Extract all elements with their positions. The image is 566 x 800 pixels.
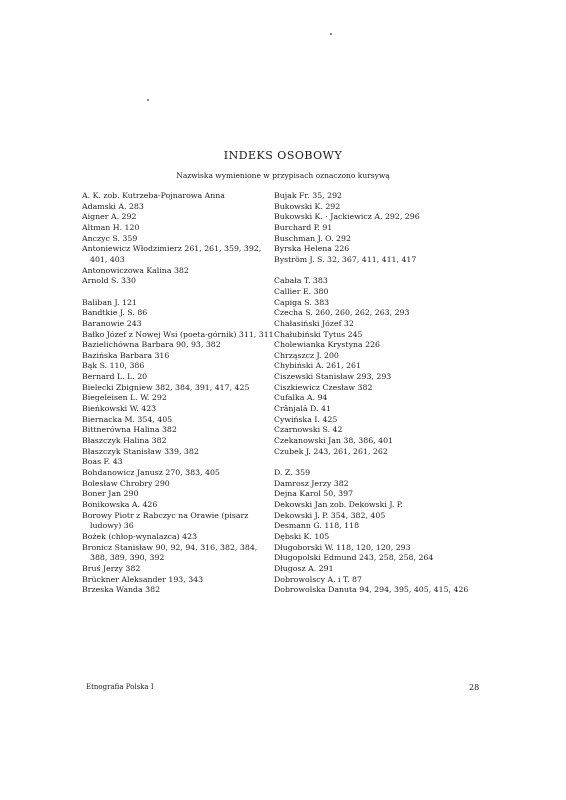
- index-entry: Bronicz Stanisław 90, 92, 94, 316, 382, 384, 388, 389, 390, 392: [82, 542, 258, 563]
- index-entry: Capiga S. 383: [274, 297, 330, 307]
- index-column-left: [82, 191, 274, 596]
- index-entry: Ciszewski Stanisław 293, 293: [274, 372, 392, 382]
- index-entry: Bohdanowicz Janusz 270, 383, 405: [82, 468, 220, 478]
- index-entry: Brzeska Wanda 382: [82, 585, 161, 595]
- index-entry: Aigner A. 292: [82, 212, 137, 222]
- index-column-right: [274, 191, 484, 596]
- index-entry: Dekowski J. P. 354, 382, 405: [274, 510, 386, 520]
- index-entry: Czarnowski S. 42: [274, 425, 343, 435]
- index-entry: Bazielichówna Barbara 90, 93, 382: [82, 340, 221, 350]
- index-entry: Bałko Józef z Nowej Wsi (poeta-górnik) 311, 311: [82, 329, 274, 339]
- journal-footer: Etnografia Polska I: [86, 683, 154, 691]
- index-entry: Bernard L. L. 20: [82, 372, 148, 382]
- index-entry: D. Z. 359: [274, 468, 311, 478]
- index-entry: Bonikowska A. 426: [82, 500, 158, 510]
- index-entry: Antoniewicz Włodzimierz 261, 261, 359, 392, 401, 403: [82, 244, 262, 264]
- index-entry: Adamski A. 283: [82, 201, 144, 211]
- index-entry: A. K. zob. Kutrzeba-Pojnarowa Anna: [82, 191, 225, 200]
- index-entry: Boner Jan 290: [82, 489, 139, 499]
- index-entry: Dobrowolscy A. i T. 87: [274, 574, 362, 584]
- index-entry: Bożek (chłop-wynalazca) 423: [82, 531, 198, 541]
- index-entry: Cufalka A. 94: [274, 393, 328, 403]
- index-entry: Byström J. S. 32, 367, 411, 411, 417: [274, 254, 417, 264]
- index-entry: Długopolski Edmund 243, 258, 258, 264: [274, 553, 434, 563]
- index-entry: Baranowie 243: [82, 318, 142, 328]
- index-entry: Błaszczyk Stanisław 339, 382: [82, 446, 199, 456]
- index-entry: Cabała T. 383: [274, 276, 328, 286]
- index-entry: Borowy Piotr z Rabczyc na Orawie (pisarz ludowy) 36: [82, 510, 249, 531]
- speck-mark: [330, 33, 332, 35]
- index-entry: Bukowski K. · Jackiewicz A. 292, 296: [274, 212, 420, 222]
- index-entry: Cholewianka Krystyna 226: [274, 340, 381, 350]
- index-entry: Czubek J. 243, 261, 261, 262: [274, 446, 388, 456]
- index-entry: Bruś Jerzy 382: [82, 563, 141, 573]
- index-entry: Czecha S. 260, 260, 262, 263, 293: [274, 308, 410, 318]
- index-entry: Bazińska Barbara 316: [82, 350, 170, 360]
- index-entry: Buschman J. O. 292: [274, 233, 351, 243]
- index-entry: Antonowiczowa Kalina 382: [82, 265, 189, 275]
- index-entry: Anczyc S. 359: [82, 233, 138, 243]
- index-entry: Ciszkiewicz Czesław 382: [274, 382, 373, 392]
- index-entry: Biegeleisen L. W. 292: [82, 393, 167, 403]
- index-entry: Damrosz Jerzy 382: [274, 478, 349, 488]
- index-entry: Bukowski K. 292: [274, 201, 341, 211]
- index-entry: Czekanowski Jan 38, 386, 401: [274, 436, 394, 446]
- index-entry: Długoborski W. 118, 120, 120, 293: [274, 542, 411, 552]
- index-entry: Bujak Fr. 35, 292: [274, 191, 343, 200]
- index-entry: Błaszczyk Halina 382: [82, 436, 167, 446]
- index-entry: Bandtkie J. S. 86: [82, 308, 148, 318]
- index-entry: Bąk S. 110, 386: [82, 361, 145, 371]
- index-entry: Chałasiński Józef 32: [274, 318, 354, 328]
- letter-gap: [82, 287, 274, 298]
- index-entry: Arnold S. 330: [82, 276, 136, 286]
- index-entry: Chałubiński Tytus 245: [274, 329, 363, 339]
- index-entry: Byrska Helena 226: [274, 244, 350, 254]
- index-entry: Chybiński A. 261, 261: [274, 361, 361, 371]
- speck-mark: [147, 99, 149, 101]
- index-entry: Chrząszcz J. 200: [274, 350, 339, 360]
- index-entry: Callier E. 380: [274, 286, 329, 296]
- index-entry: Dobrowolska Danuta 94, 294, 395, 405, 415, 426: [274, 585, 469, 595]
- index-entry: Dębski K. 105: [274, 531, 330, 541]
- letter-gap: [274, 457, 484, 468]
- index-entry: Desmann G. 118, 118: [274, 521, 360, 531]
- index-entry: Burchard P. 91: [274, 222, 333, 232]
- index-title: INDEKS OSOBOWY: [223, 149, 343, 162]
- index-entry: Crânjală D. 41: [274, 404, 331, 414]
- index-entry: Długosz A. 291: [274, 563, 334, 573]
- index-entry: Boas F. 43: [82, 457, 123, 467]
- index-entry: Brückner Aleksander 193, 343: [82, 574, 204, 584]
- letter-gap: [274, 266, 484, 277]
- index-entry: Baliban J. 121: [82, 297, 137, 307]
- index-subtitle: Nazwiska wymienione w przypisach oznaczono kursywą: [176, 171, 390, 180]
- index-entry: Cywińska I. 425: [274, 414, 338, 424]
- index-entry: Bolesław Chrobry 290: [82, 478, 170, 488]
- index-entry: Dejna Karol 50, 397: [274, 489, 354, 499]
- index-entry: Altman H. 120: [82, 222, 140, 232]
- index-entry: Dekowski Jan zob. Dekowski J. P.: [274, 500, 403, 509]
- page-number: 28: [469, 683, 480, 692]
- index-entry: Bielecki Zbigniew 382, 384, 391, 417, 425: [82, 382, 250, 392]
- index-entry: Bieńkowski W. 423: [82, 404, 157, 414]
- index-entry: Biernacka M. 354, 405: [82, 414, 173, 424]
- index-entry: Bittnerówna Halina 382: [82, 425, 177, 435]
